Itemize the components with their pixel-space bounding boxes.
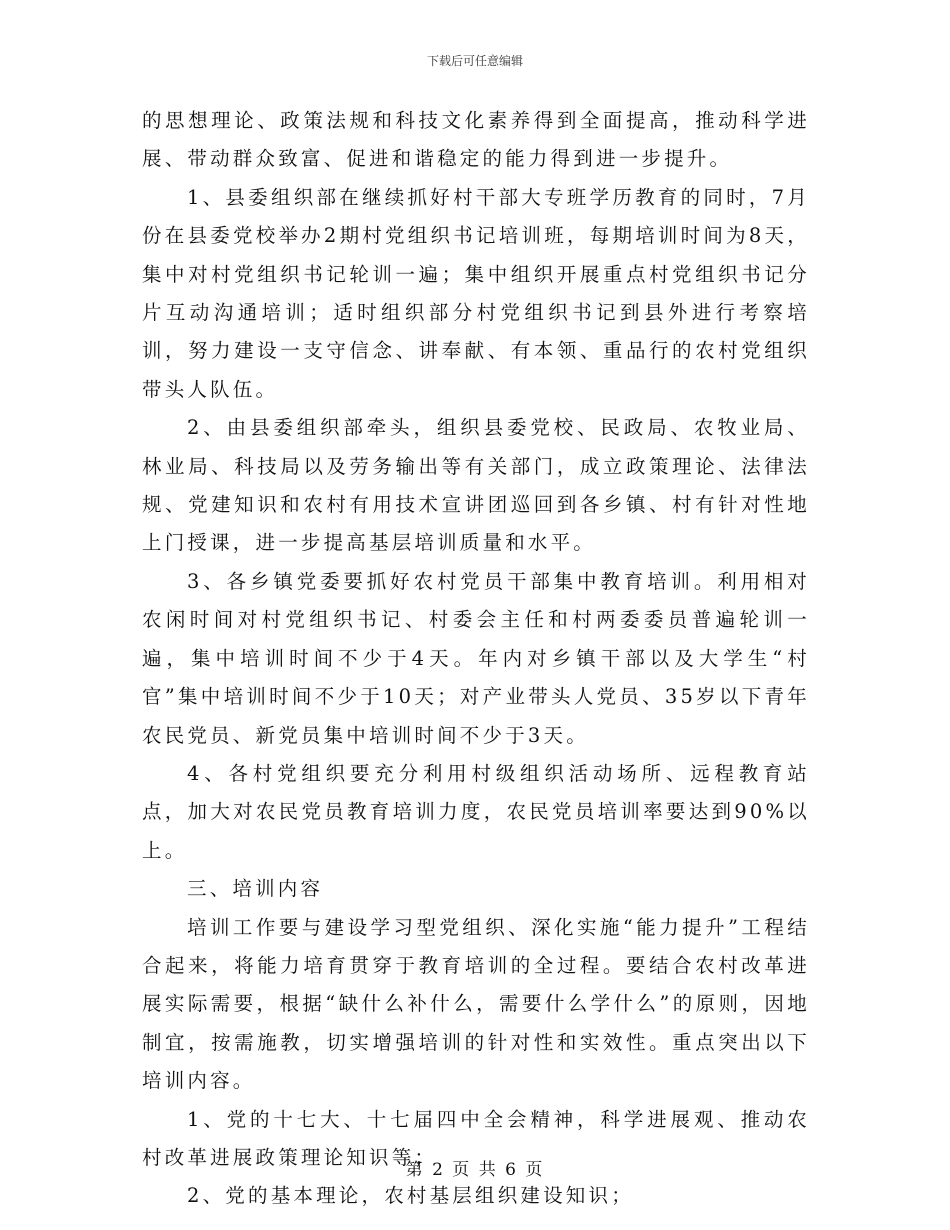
paragraph-item-4: 4、各村党组织要充分利用村级组织活动场所、远程教育站点，加大对农民党员教育培训力度，农民党员培训率要达到90%以上。 [142,761,810,862]
paragraph-content-item-2: 2、党的基本理论，农村基层组织建设知识； [187,1184,634,1208]
document-body [142,102,810,1216]
paragraph-training-intro: 培训工作要与建设学习型党组织、深化实施“能力提升”工程结合起来，将能力培育贯穿于教育培训的全过程。要结合农村改革进展实际需要，根据“缺什么补什么，需要什么学什么”的原则，因地制宜，按需施教，切实增强培训的针对性和实效性。重点突出以下培训内容。 [142,915,810,1093]
paragraph-continuation: 的思想理论、政策法规和科技文化素养得到全面提高，推动科学进展、带动群众致富、促进和谐稳定的能力得到进一步提升。 [142,109,810,171]
section-heading-training-content: 三、培训内容 [187,877,324,901]
page-number-label: 第 2 页 共 6 页 [405,1160,545,1180]
paragraph-item-2: 2、由县委组织部牵头，组织县委党校、民政局、农牧业局、林业局、科技局以及劳务输出等有关部门，成立政策理论、法律法规、党建知识和农村有用技术宣讲团巡回到各乡镇、村有针对性地上门授课，进一步提高基层培训质量和水平。 [142,416,810,555]
page-number [0,1155,950,1180]
page-header-note: 下载后可任意编辑 [426,54,523,68]
paragraph-content-item-1: 1、党的十七大、十七届四中全会精神，科学进展观、推动农村改革进展政策理论知识等； [142,1107,810,1169]
paragraph-item-1: 1、县委组织部在继续抓好村干部大专班学历教育的同时，7月份在县委党校举办2期村党组织书记培训班，每期培训时间为8天，集中对村党组织书记轮训一遍；集中组织开展重点村党组织书记分片互动沟通培训；适时组织部分村党组织书记到县外进行考察培训，努力建设一支守信念、讲奉献、有本领、重品行的农村党组织带头人队伍。 [142,185,810,401]
paragraph-item-3: 3、各乡镇党委要抓好农村党员干部集中教育培训。利用相对农闲时间对村党组织书记、村委会主任和村两委委员普遍轮训一遍，集中培训时间不少于4天。年内对乡镇干部以及大学生“村官”集中培训时间不少于10天；对产业带头人党员、35岁以下青年农民党员、新党员集中培训时间不少于3天。 [142,569,810,747]
